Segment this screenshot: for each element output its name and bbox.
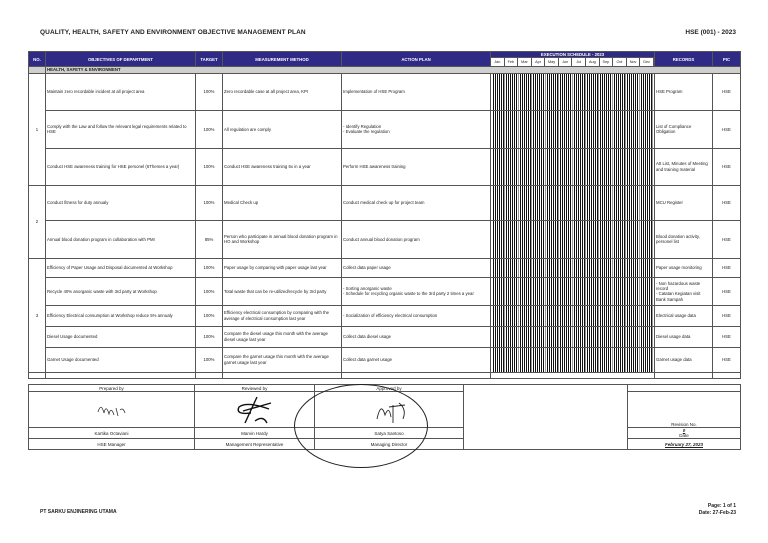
schedule-month-mark <box>505 111 518 148</box>
pic-cell: HSE <box>713 148 741 185</box>
schedule-month-mark <box>505 221 518 258</box>
action-cell: Implementation of HSE Program <box>342 73 491 110</box>
schedule-month-mark <box>586 306 599 326</box>
schedule-month-mark <box>559 278 572 305</box>
date-label: Date <box>679 433 689 438</box>
action-cell: Collect data paper usage <box>342 258 491 277</box>
schedule-month-mark <box>599 221 612 258</box>
schedule-month-mark <box>573 186 586 220</box>
action-cell: Conduct medical check up for project team <box>342 185 491 220</box>
company-name: PT SARKU ENJINERING UTAMA <box>40 509 117 515</box>
schedule-month-mark <box>546 149 559 185</box>
objective-cell: Conduct fitness for duty annualy <box>46 185 196 220</box>
action-cell: Collect data garnet usage <box>342 347 491 372</box>
schedule-month-mark <box>586 278 599 305</box>
table-row <box>29 110 741 148</box>
method-cell: Zero recordable case at all project area, KPI <box>223 73 342 110</box>
month-header-cell: Dec <box>640 58 654 66</box>
schedule-month-mark <box>626 278 639 305</box>
reviewed-by-label: Reviewed by <box>195 385 315 392</box>
objective-cell: Comply with the Law and follow the relevant legal requirements related to HSE <box>46 110 196 148</box>
objective-cell: Efficiency Electrical consumption at Workshop reduce 5% annualy <box>46 305 196 326</box>
schedule-month-mark <box>546 74 559 110</box>
pic-cell: HSE <box>713 277 741 305</box>
schedule-month-mark <box>559 306 572 326</box>
schedule-cell <box>491 326 655 347</box>
group-number: 3 <box>29 258 46 372</box>
schedule-month-mark <box>599 186 612 220</box>
schedule-month-mark <box>532 278 545 305</box>
approved-by-label: Approved by <box>315 385 464 392</box>
schedule-month-mark <box>626 306 639 326</box>
schedule-month-mark <box>640 259 653 277</box>
group-number: 2 <box>29 185 46 258</box>
month-header-cell: Sep <box>600 58 614 66</box>
document-code: HSE (001) - 2023 <box>685 29 736 36</box>
col-objectives: OBJECTIVES OF DEPARTMENT <box>46 52 196 67</box>
schedule-month-mark <box>640 74 653 110</box>
schedule-month-mark <box>519 221 532 258</box>
schedule-month-mark <box>532 74 545 110</box>
schedule-month-mark <box>613 306 626 326</box>
schedule-month-mark <box>613 74 626 110</box>
schedule-month-mark <box>492 221 505 258</box>
reviewed-role: Management Representative <box>195 439 315 450</box>
schedule-month-mark <box>573 149 586 185</box>
method-cell: Person who participate in annual blood donation program in HO and Workshop <box>223 220 342 258</box>
schedule-month-mark <box>599 259 612 277</box>
prepared-role: HSE Manager <box>29 439 195 450</box>
target-cell: 100% <box>196 148 223 185</box>
schedule-month-mark <box>492 348 505 372</box>
schedule-month-mark <box>492 149 505 185</box>
pic-cell: HSE <box>713 110 741 148</box>
schedule-month-mark <box>613 348 626 372</box>
signature-table <box>28 384 741 450</box>
schedule-month-mark <box>613 327 626 347</box>
month-header-cell: Feb <box>505 58 519 66</box>
schedule-month-mark <box>505 74 518 110</box>
schedule-month-mark <box>492 259 505 277</box>
table-row <box>29 305 741 326</box>
records-cell: Blood donation activity, personel list <box>655 220 713 258</box>
schedule-cell <box>491 185 655 220</box>
schedule-month-mark <box>519 306 532 326</box>
schedule-month-mark <box>599 74 612 110</box>
schedule-month-mark <box>573 306 586 326</box>
schedule-month-mark <box>532 186 545 220</box>
month-header-cell: Mar <box>518 58 532 66</box>
schedule-month-mark <box>519 111 532 148</box>
pic-cell: HSE <box>713 258 741 277</box>
schedule-month-mark <box>532 259 545 277</box>
schedule-month-mark <box>559 186 572 220</box>
schedule-month-mark <box>532 149 545 185</box>
schedule-month-mark <box>532 348 545 372</box>
schedule-cell <box>491 110 655 148</box>
schedule-month-mark <box>532 327 545 347</box>
schedule-month-mark <box>586 111 599 148</box>
schedule-month-mark <box>573 259 586 277</box>
schedule-month-mark <box>640 149 653 185</box>
method-cell: All regulation are comply <box>223 110 342 148</box>
schedule-month-mark <box>613 259 626 277</box>
table-row <box>29 258 741 277</box>
action-cell: Conduct annual blood donation program <box>342 220 491 258</box>
schedule-month-mark <box>519 259 532 277</box>
approved-name: Satya Santoso <box>315 428 464 439</box>
action-cell: Perform HSE awareness training <box>342 148 491 185</box>
prepared-by-label: Prepared by <box>29 385 195 392</box>
action-cell: - Sorting anorganic waste - Schedule for recycling organic waste to the 3rd party 2 times a year <box>342 277 491 305</box>
schedule-month-mark <box>505 327 518 347</box>
target-cell: 100% <box>196 277 223 305</box>
pic-cell: HSE <box>713 73 741 110</box>
action-cell: Collect data diesel usage <box>342 326 491 347</box>
schedule-month-mark <box>640 111 653 148</box>
schedule-month-mark <box>613 278 626 305</box>
method-cell: Conduct HSE awareness training 6x in a year <box>223 148 342 185</box>
schedule-month-mark <box>519 149 532 185</box>
table-row <box>29 326 741 347</box>
schedule-month-mark <box>492 278 505 305</box>
prepared-signature <box>29 392 195 428</box>
schedule-month-mark <box>559 327 572 347</box>
schedule-month-mark <box>599 278 612 305</box>
schedule-month-mark <box>492 186 505 220</box>
schedule-month-mark <box>505 259 518 277</box>
schedule-month-mark <box>599 111 612 148</box>
records-cell: Paper usage monitoring <box>655 258 713 277</box>
schedule-cell <box>491 347 655 372</box>
schedule-month-mark <box>640 327 653 347</box>
objective-cell: Garnet Usage documented <box>46 347 196 372</box>
schedule-month-mark <box>626 327 639 347</box>
schedule-month-mark <box>559 74 572 110</box>
action-cell: - Socialization of efficiency electrical consumption <box>342 305 491 326</box>
table-row <box>29 347 741 372</box>
approved-signature <box>315 392 464 428</box>
schedule-month-mark <box>573 111 586 148</box>
schedule-month-mark <box>640 348 653 372</box>
objective-cell: Annual blood donation program in collaboration with PMI <box>46 220 196 258</box>
schedule-month-mark <box>492 111 505 148</box>
schedule-month-mark <box>546 348 559 372</box>
approved-role: Managing Director <box>315 439 464 450</box>
pic-cell: HSE <box>713 220 741 258</box>
target-cell: 100% <box>196 185 223 220</box>
objective-cell: Diesel Usage documented <box>46 326 196 347</box>
schedule-month-mark <box>573 278 586 305</box>
month-header-cell: Apr <box>532 58 546 66</box>
schedule-month-mark <box>532 111 545 148</box>
schedule-month-mark <box>599 327 612 347</box>
date-value: February 27, 2023 <box>628 439 741 450</box>
col-method: MEASUREMENT METHOD <box>223 52 342 67</box>
schedule-month-mark <box>613 186 626 220</box>
schedule-month-mark <box>640 186 653 220</box>
schedule-month-mark <box>613 111 626 148</box>
target-cell: 100% <box>196 110 223 148</box>
records-cell: Electrical usage data <box>655 305 713 326</box>
schedule-month-mark <box>626 221 639 258</box>
footer-info <box>699 503 736 517</box>
schedule-month-mark <box>546 186 559 220</box>
schedule-month-mark <box>599 348 612 372</box>
schedule-month-mark <box>613 221 626 258</box>
month-header-cell: Jun <box>559 58 573 66</box>
method-cell: Medical Check up <box>223 185 342 220</box>
table-row <box>29 185 741 220</box>
records-cell: - Non hazardous waste record - Catatan Kegiatan visit Bank Sampah <box>655 277 713 305</box>
schedule-month-mark <box>532 306 545 326</box>
records-cell: MCU Register <box>655 185 713 220</box>
footer-date: Date: 27-Feb-23 <box>698 510 736 516</box>
table-row <box>29 220 741 258</box>
schedule-month-mark <box>532 221 545 258</box>
schedule-month-mark <box>640 306 653 326</box>
schedule-month-mark <box>573 74 586 110</box>
schedule-cell <box>491 220 655 258</box>
schedule-month-mark <box>559 221 572 258</box>
schedule-month-mark <box>505 348 518 372</box>
month-header-cell: Jan <box>491 58 505 66</box>
pic-cell: HSE <box>713 326 741 347</box>
objective-plan-table <box>28 51 741 379</box>
schedule-month-mark <box>586 74 599 110</box>
target-cell: 100% <box>196 347 223 372</box>
schedule-month-mark <box>599 149 612 185</box>
table-row <box>29 73 741 110</box>
schedule-month-mark <box>586 149 599 185</box>
schedule-month-mark <box>586 186 599 220</box>
schedule-month-mark <box>546 306 559 326</box>
schedule-month-mark <box>626 111 639 148</box>
pic-cell: HSE <box>713 185 741 220</box>
objective-cell: Conduct HSE awareness training for HSE personel (6Themes a year) <box>46 148 196 185</box>
revision-label: Revision No. <box>671 422 697 427</box>
month-header-cell: Oct <box>613 58 627 66</box>
objective-cell: Efficiency of Paper Usage and Disposal documented at Workshop <box>46 258 196 277</box>
schedule-month-mark <box>546 259 559 277</box>
schedule-month-mark <box>626 186 639 220</box>
objective-cell: Recycle 40% anorganic waste with 3rd party at Workshop <box>46 277 196 305</box>
schedule-month-mark <box>586 259 599 277</box>
schedule-month-mark <box>626 149 639 185</box>
target-cell: 100% <box>196 305 223 326</box>
schedule-month-mark <box>519 327 532 347</box>
page-number: Page: 1 of 1 <box>707 503 736 509</box>
schedule-month-mark <box>573 221 586 258</box>
schedule-month-mark <box>626 259 639 277</box>
schedule-month-mark <box>505 149 518 185</box>
schedule-month-mark <box>559 149 572 185</box>
month-header-cell: Jul <box>572 58 586 66</box>
objective-cell: Maintain zero recordable incident at all project area <box>46 73 196 110</box>
schedule-month-mark <box>613 149 626 185</box>
schedule-month-mark <box>573 327 586 347</box>
month-header-cell: May <box>545 58 559 66</box>
schedule-month-mark <box>626 348 639 372</box>
method-cell: Efficiency electrical consumption by comparing with the average of electrical consumption last year <box>223 305 342 326</box>
schedule-month-mark <box>559 111 572 148</box>
schedule-month-mark <box>546 111 559 148</box>
schedule-month-mark <box>626 74 639 110</box>
schedule-month-mark <box>519 348 532 372</box>
schedule-month-mark <box>492 74 505 110</box>
schedule-month-mark <box>546 327 559 347</box>
schedule-month-mark <box>559 259 572 277</box>
schedule-month-mark <box>505 278 518 305</box>
col-pic: PIC <box>713 52 741 67</box>
reviewed-name: Marvin Hardy <box>195 428 315 439</box>
method-cell: Paper usage by comparing with paper usage last year <box>223 258 342 277</box>
schedule-cell <box>491 148 655 185</box>
schedule-month-mark <box>492 327 505 347</box>
schedule-month-mark <box>586 327 599 347</box>
schedule-month-mark <box>586 348 599 372</box>
group-number: 1 <box>29 73 46 185</box>
method-cell: Compare the garnet usage this month with the average garnet usage last year <box>223 347 342 372</box>
month-header-cell: Nov <box>627 58 641 66</box>
schedule-cell <box>491 258 655 277</box>
records-cell: List of Compliance Obligation <box>655 110 713 148</box>
schedule-month-mark <box>519 74 532 110</box>
col-records: RECORDS <box>655 52 713 67</box>
schedule-month-mark <box>640 278 653 305</box>
revision-value: 0 <box>682 428 686 433</box>
schedule-month-mark <box>492 306 505 326</box>
method-cell: Total waste that can be re-utilized/recycle by 3rd party <box>223 277 342 305</box>
records-cell: Garnet usage data <box>655 347 713 372</box>
records-cell: Att List, Minutes of Meeting and training material <box>655 148 713 185</box>
document-title: QUALITY, HEALTH, SAFETY AND ENVIRONMENT OBJECTIVE MANAGEMENT PLAN <box>40 29 306 36</box>
table-row <box>29 277 741 305</box>
reviewed-signature <box>195 392 315 428</box>
schedule-month-mark <box>586 221 599 258</box>
col-target: TARGET <box>196 52 223 67</box>
col-no: NO. <box>29 52 46 67</box>
schedule-month-mark <box>640 221 653 258</box>
records-cell: Diesel usage data <box>655 326 713 347</box>
target-cell: 85% <box>196 220 223 258</box>
schedule-cell <box>491 277 655 305</box>
month-header-cell: Aug <box>586 58 600 66</box>
target-cell: 100% <box>196 73 223 110</box>
month-header <box>491 58 655 67</box>
table-row <box>29 148 741 185</box>
prepared-name: Kartika Octaviani <box>29 428 195 439</box>
schedule-month-mark <box>573 348 586 372</box>
schedule-month-mark <box>519 186 532 220</box>
schedule-cell <box>491 73 655 110</box>
schedule-cell <box>491 305 655 326</box>
schedule-month-mark <box>505 186 518 220</box>
col-schedule: EXECUTION SCHEDULE - 2023 <box>491 52 655 58</box>
schedule-month-mark <box>559 348 572 372</box>
schedule-month-mark <box>519 278 532 305</box>
col-action: ACTION PLAN <box>342 52 491 67</box>
pic-cell: HSE <box>713 347 741 372</box>
schedule-month-mark <box>505 306 518 326</box>
schedule-month-mark <box>546 221 559 258</box>
records-cell: HSE Program <box>655 73 713 110</box>
target-cell: 100% <box>196 326 223 347</box>
target-cell: 100% <box>196 258 223 277</box>
schedule-month-mark <box>599 306 612 326</box>
section-title: HEALTH, SAFETY & ENVIRONMENT <box>46 67 741 73</box>
schedule-month-mark <box>546 278 559 305</box>
pic-cell: HSE <box>713 305 741 326</box>
method-cell: Compare the diesel usage this month with the average diesel usage last year <box>223 326 342 347</box>
action-cell: - Identify Regulation - Evaluate the regulation <box>342 110 491 148</box>
